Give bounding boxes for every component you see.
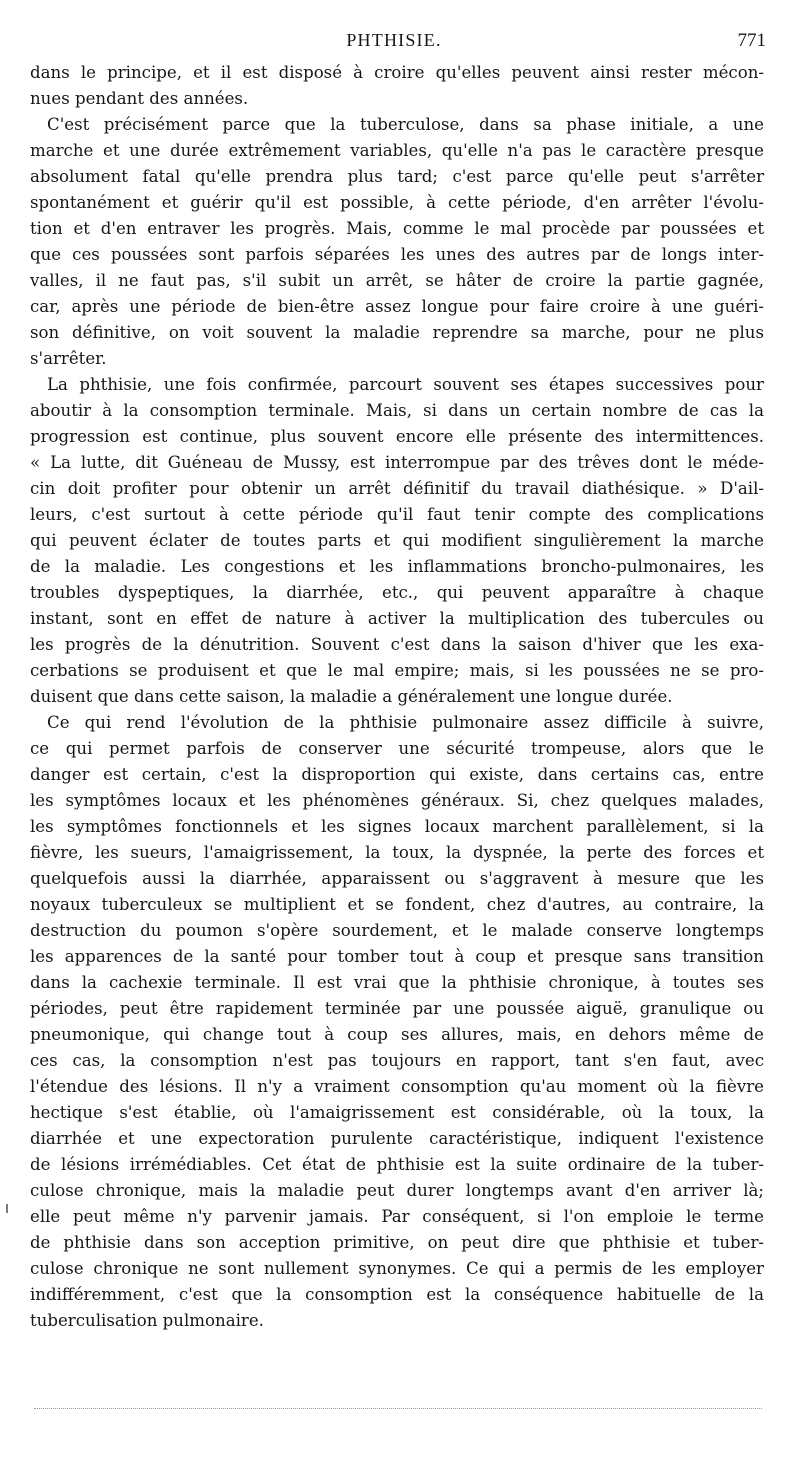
text-line: troubles dyspeptiques, la diarrhée, etc., qui peuvent apparaître à chaque xyxy=(30,583,764,602)
text-line: de phthisie dans son acception primitive, on peut dire que phthisie et tuber- xyxy=(30,1233,764,1252)
text-line: absolument fatal qu'elle prendra plus tard; c'est parce qu'elle peut s'arrêter xyxy=(30,167,764,186)
text-line: danger est certain, c'est la disproportion qui existe, dans certains cas, entre xyxy=(30,765,764,784)
text-line: dans la cachexie terminale. Il est vrai que la phthisie chronique, à toutes ses xyxy=(30,973,764,992)
text-line: leurs, c'est surtout à cette période qu'il faut tenir compte des complications xyxy=(30,505,764,524)
text-line: destruction du poumon s'opère sourdement, et le malade conserve longtemps xyxy=(30,921,764,940)
text-line: s'arrêter. xyxy=(30,349,107,368)
text-line: La phthisie, une fois confirmée, parcourt souvent ses étapes successives pour xyxy=(47,375,764,394)
text-line: elle peut même n'y parvenir jamais. Par conséquent, si l'on emploie le terme xyxy=(30,1207,764,1226)
text-line: duisent que dans cette saison, la maladie a généralement une longue durée. xyxy=(30,687,673,706)
text-line: les symptômes locaux et les phénomènes généraux. Si, chez quelques malades, xyxy=(30,791,764,810)
text-line: cerbations se produisent et que le mal empire; mais, si les poussées ne se pro- xyxy=(30,661,764,680)
page-number: 771 xyxy=(737,30,766,51)
running-title: PHTHISIE. xyxy=(346,30,442,50)
text-line: valles, il ne faut pas, s'il subit un arrêt, se hâter de croire la partie gagnée, xyxy=(30,271,764,290)
text-line: pneumonique, qui change tout à coup ses allures, mais, en dehors même de xyxy=(30,1025,764,1044)
text-line: l'étendue des lésions. Il n'y a vraiment consomption qu'au moment où la fièvre xyxy=(30,1077,764,1096)
text-line: nues pendant des années. xyxy=(30,89,249,108)
text-line: culose chronique, mais la maladie peut durer longtemps avant d'en arriver là; xyxy=(30,1181,764,1200)
text-line: tion et d'en entraver les progrès. Mais, comme le mal procède par poussées et xyxy=(30,219,764,238)
text-line: périodes, peut être rapidement terminée par une poussée aiguë, granulique ou xyxy=(30,999,764,1018)
text-line: noyaux tuberculeux se multiplient et se fondent, chez d'autres, au contraire, la xyxy=(30,895,764,914)
text-line: ces cas, la consomption n'est pas toujours en rapport, tant s'en faut, avec xyxy=(30,1051,764,1070)
text-line: que ces poussées sont parfois séparées les unes des autres par de longs inter- xyxy=(30,245,764,264)
margin-mark xyxy=(6,1204,8,1213)
text-line: les progrès de la dénutrition. Souvent c'est dans la saison d'hiver que les exa- xyxy=(30,635,764,654)
text-line: son définitive, on voit souvent la maladie reprendre sa marche, pour ne plus xyxy=(30,323,764,342)
text-line: les symptômes fonctionnels et les signes locaux marchent parallèlement, si la xyxy=(30,817,764,836)
text-line: fièvre, les sueurs, l'amaigrissement, la toux, la dyspnée, la perte des forces et xyxy=(30,843,764,862)
text-line: C'est précisément parce que la tuberculose, dans sa phase initiale, a une xyxy=(47,115,764,134)
text-line: « La lutte, dit Guéneau de Mussy, est interrompue par des trêves dont le méde- xyxy=(30,453,764,472)
text-line: dans le principe, et il est disposé à croire qu'elles peuvent ainsi rester mécon- xyxy=(30,63,764,82)
text-line: car, après une période de bien-être assez longue pour faire croire à une guéri- xyxy=(30,297,764,316)
text-line: progression est continue, plus souvent encore elle présente des intermittences. xyxy=(30,427,764,446)
text-line: diarrhée et une expectoration purulente caractéristique, indiquent l'existence xyxy=(30,1129,764,1148)
text-line: de lésions irrémédiables. Cet état de phthisie est la suite ordinaire de la tuber- xyxy=(30,1155,764,1174)
text-line: spontanément et guérir qu'il est possible, à cette période, d'en arrêter l'évolu- xyxy=(30,193,764,212)
text-line: Ce qui rend l'évolution de la phthisie pulmonaire assez difficile à suivre, xyxy=(47,713,764,732)
text-line: culose chronique ne sont nullement synonymes. Ce qui a permis de les employer xyxy=(30,1259,764,1278)
text-line: cin doit profiter pour obtenir un arrêt définitif du travail diathésique. » D'ail- xyxy=(30,479,764,498)
text-line: marche et une durée extrêmement variables, qu'elle n'a pas le caractère presque xyxy=(30,141,764,160)
text-line: aboutir à la consomption terminale. Mais, si dans un certain nombre de cas la xyxy=(30,401,764,420)
text-line: quelquefois aussi la diarrhée, apparaissent ou s'aggravent à mesure que les xyxy=(30,869,764,888)
footer-dotted-rule xyxy=(34,1408,762,1409)
text-line: ce qui permet parfois de conserver une sécurité trompeuse, alors que le xyxy=(30,739,764,758)
text-line: instant, sont en effet de nature à activer la multiplication des tubercules ou xyxy=(30,609,764,628)
text-line: tuberculisation pulmonaire. xyxy=(30,1311,264,1330)
text-line: de la maladie. Les congestions et les inflammations broncho-pulmonaires, les xyxy=(30,557,764,576)
running-header xyxy=(22,30,766,56)
body-text xyxy=(30,60,764,1334)
text-line: les apparences de la santé pour tomber tout à coup et presque sans transition xyxy=(30,947,764,966)
text-line: qui peuvent éclater de toutes parts et qui modifient singulièrement la marche xyxy=(30,531,764,550)
text-line: indifféremment, c'est que la consomption est la conséquence habituelle de la xyxy=(30,1285,764,1304)
text-line: hectique s'est établie, où l'amaigrissement est considérable, où la toux, la xyxy=(30,1103,764,1122)
